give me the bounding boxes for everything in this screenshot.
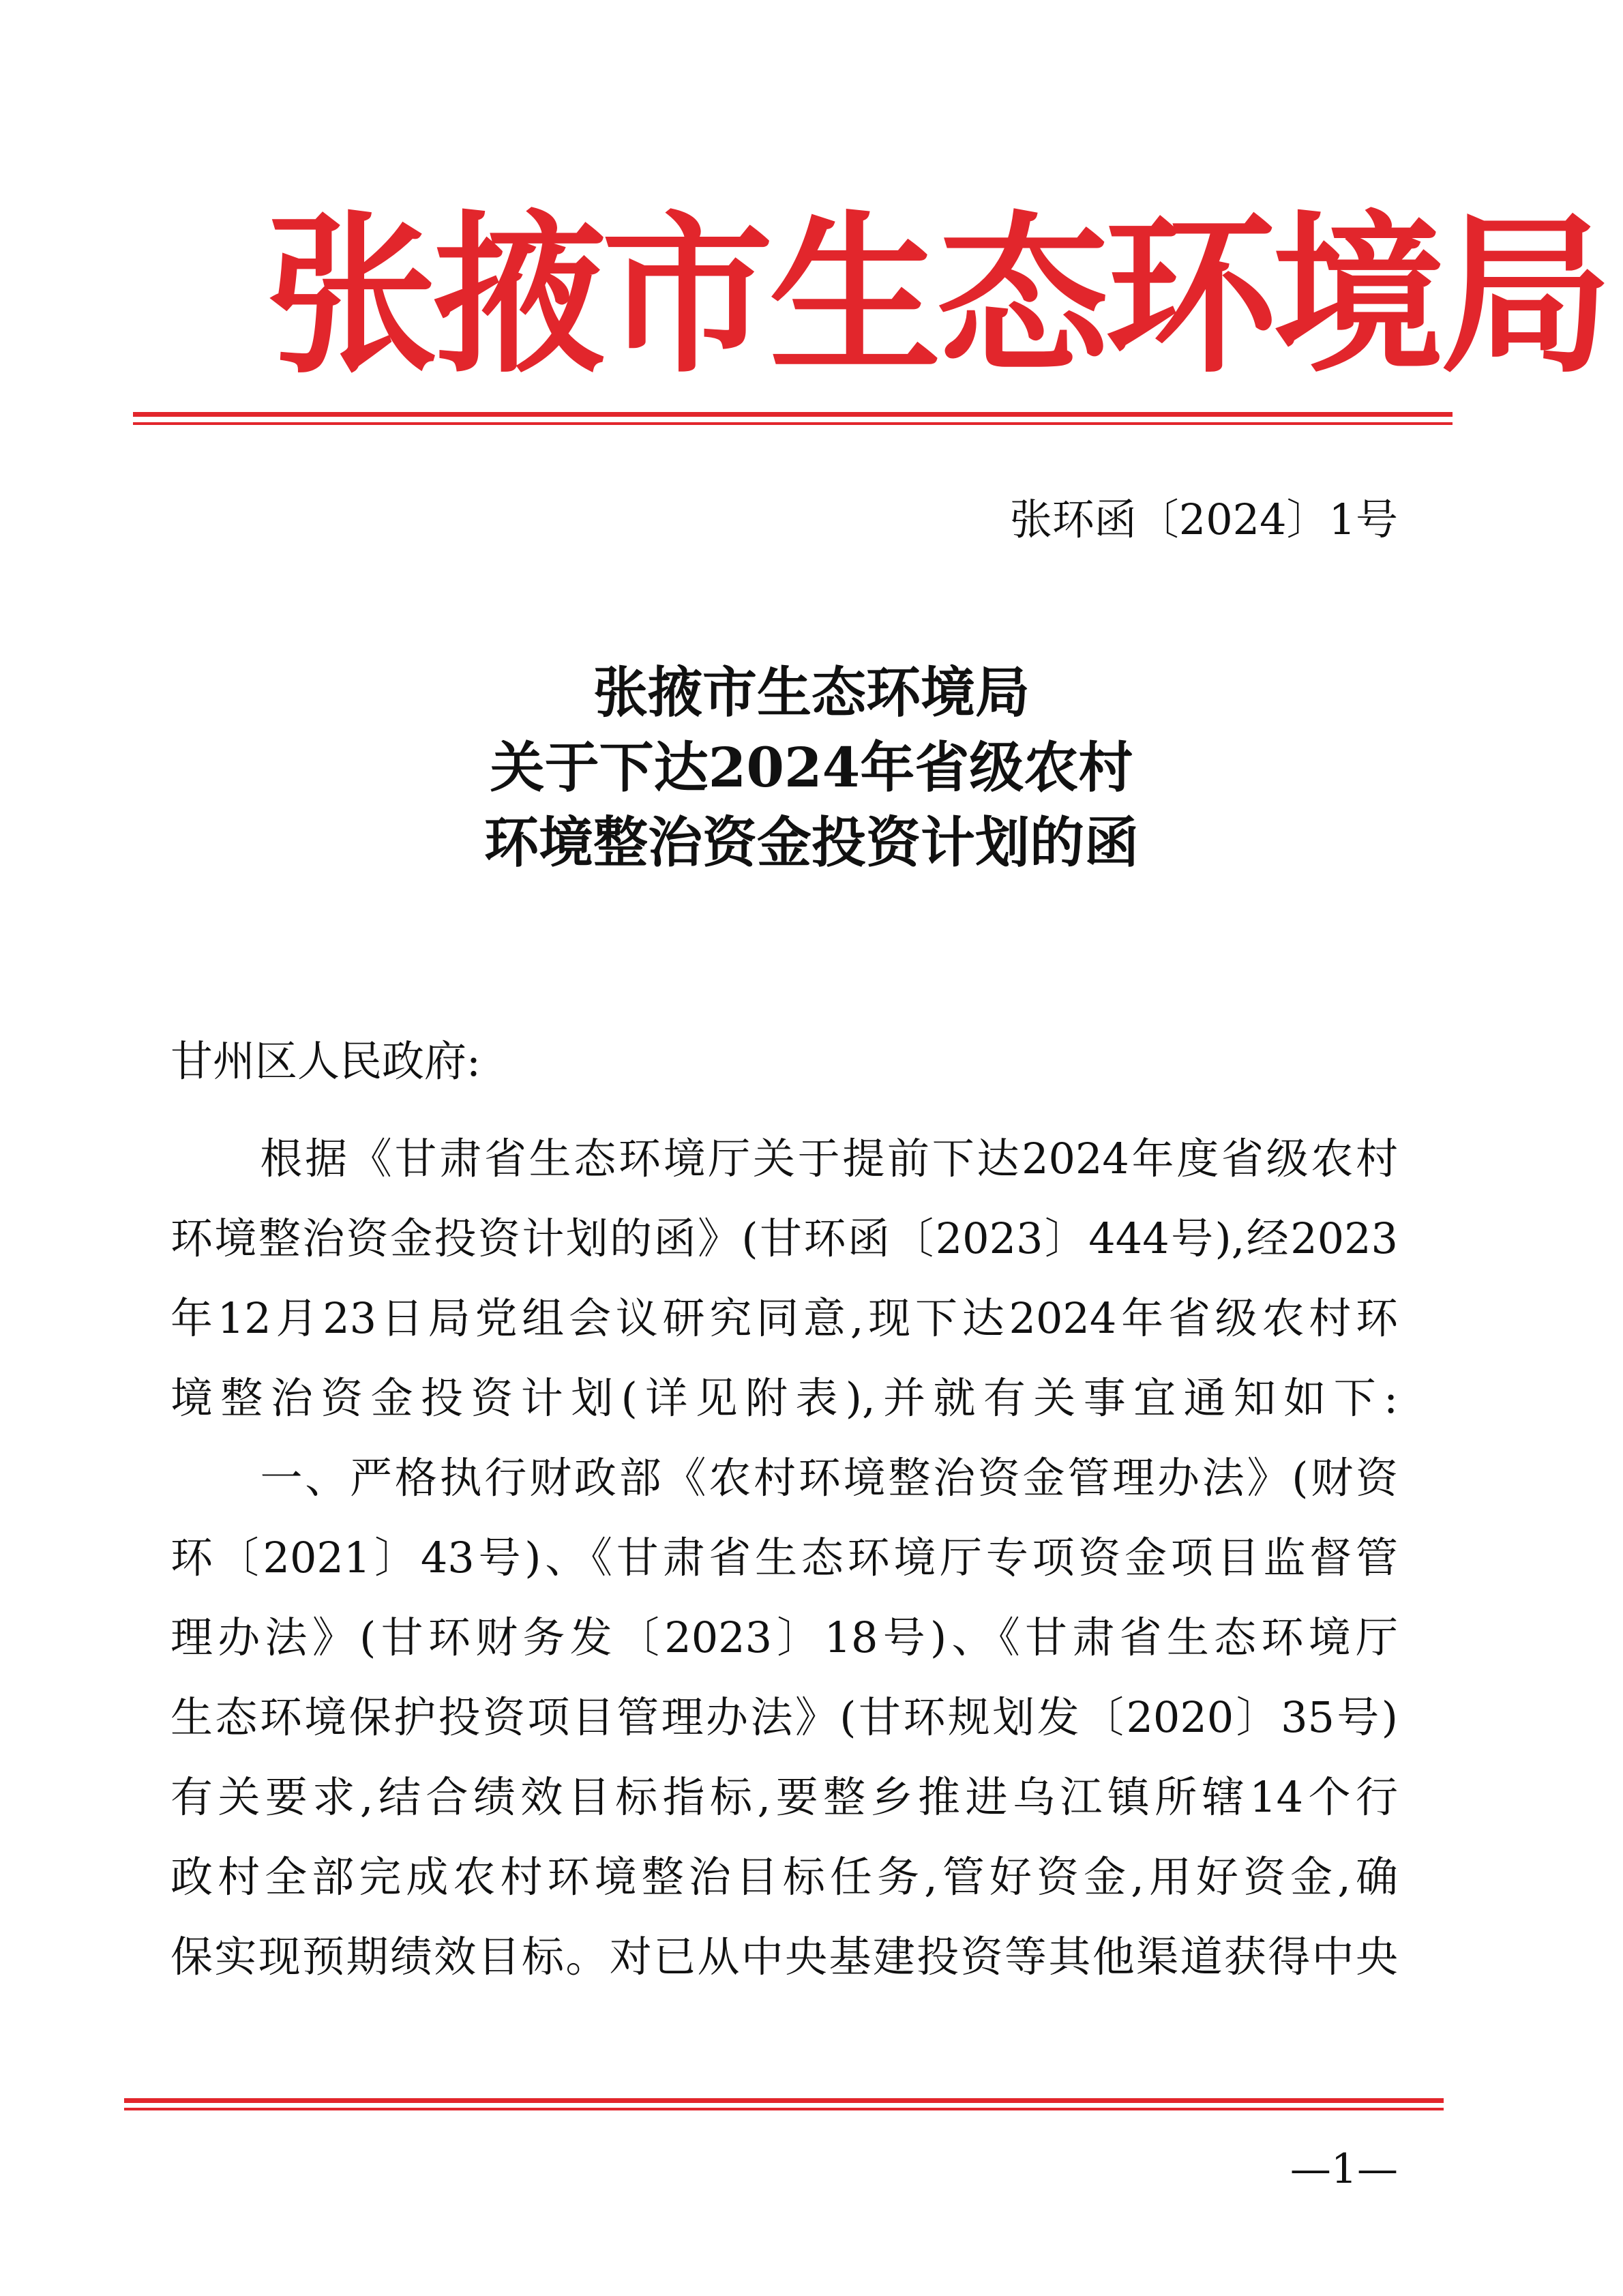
body-line: 有关要求,结合绩效目标指标,要整乡推进乌江镇所辖14个行	[170, 1772, 1398, 1822]
body-text	[170, 1119, 1398, 1997]
body-line: 环〔2021〕43号)、《甘肃省生态环境厅专项资金项目监督管	[170, 1533, 1398, 1583]
title-line: 关于下达2024年省级农村	[490, 735, 1133, 799]
masthead-rule-thin	[133, 422, 1453, 425]
body-line: 理办法》(甘环财务发〔2023〕18号)、《甘肃省生态环境厅	[170, 1613, 1398, 1662]
body-line: 政村全部完成农村环境整治目标任务,管好资金,用好资金,确	[170, 1852, 1398, 1902]
body-line: 年12月23日局党组会议研究同意,现下达2024年省级农村环	[170, 1293, 1398, 1343]
addressee: 甘州区人民政府:	[170, 1036, 481, 1086]
masthead-rule-thick	[133, 412, 1453, 417]
page-number: —1—	[1290, 2145, 1398, 2193]
body-line: 保实现预期绩效目标。对已从中央基建投资等其他渠道获得中央	[170, 1932, 1398, 1982]
title-line: 环境整治资金投资计划的函	[484, 810, 1139, 874]
body-line: 环境整治资金投资计划的函》(甘环函〔2023〕444号),经2023	[170, 1213, 1398, 1263]
footer-rule-thick	[124, 2098, 1444, 2103]
body-line: 境整治资金投资计划(详见附表),并就有关事宜通知如下:	[170, 1373, 1398, 1423]
masthead-title: 张掖市生态环境局	[266, 196, 1609, 396]
body-line: 一、严格执行财政部《农村环境整治资金管理办法》(财资	[170, 1453, 1398, 1503]
document-number: 张环函〔2024〕1号	[1009, 495, 1398, 544]
document-title	[205, 655, 1418, 880]
footer-rule-thin	[124, 2108, 1444, 2110]
title-line: 张掖市生态环境局	[593, 660, 1030, 724]
body-line: 根据《甘肃省生态环境厅关于提前下达2024年度省级农村	[170, 1134, 1398, 1183]
body-line: 生态环境保护投资项目管理办法》(甘环规划发〔2020〕35号)	[170, 1692, 1398, 1742]
